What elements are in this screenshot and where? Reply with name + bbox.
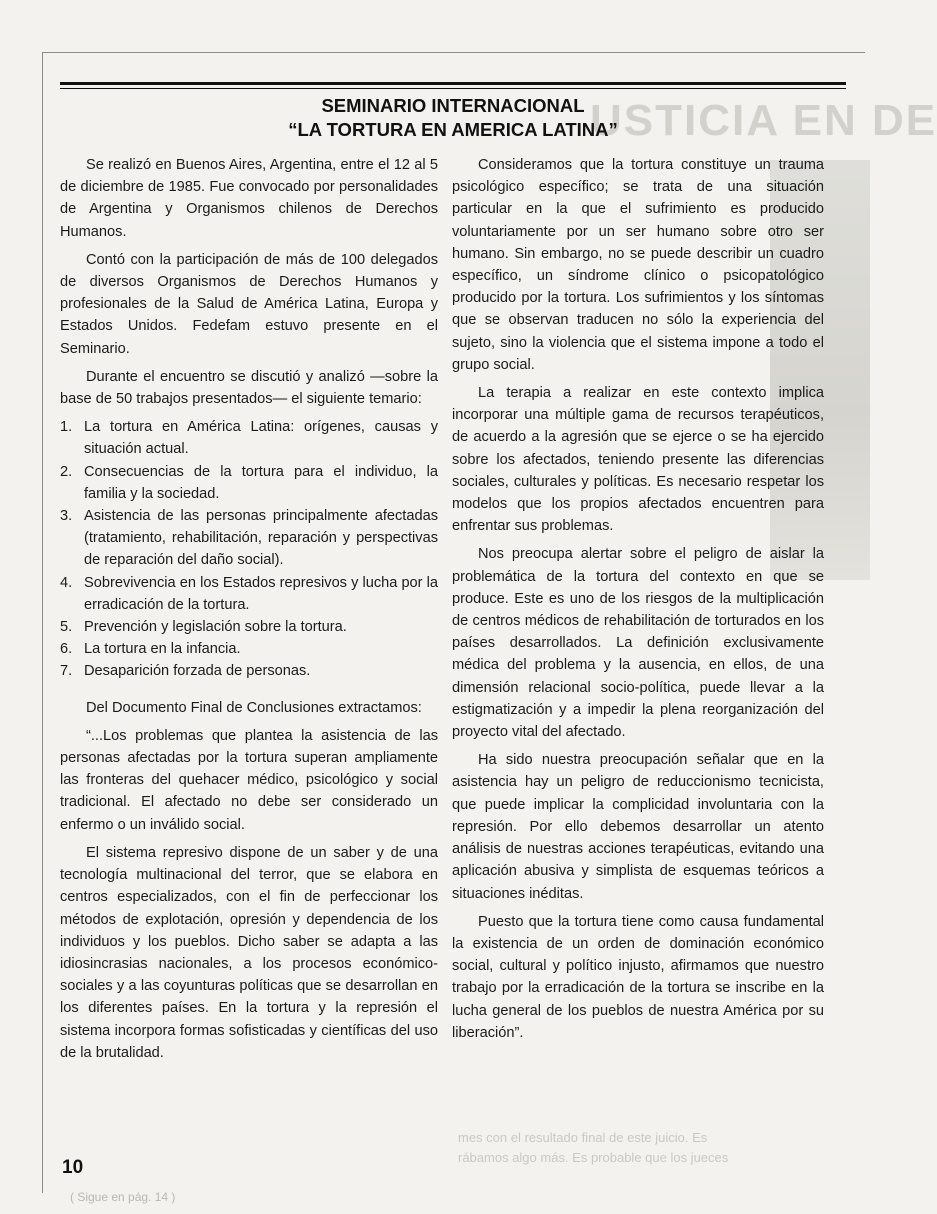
paragraph: “...Los problemas que plantea la asistencia de las personas afectadas por la tortura superan ampliamente las fronteras del quehacer médico, psicológico y social tradicional. El afectado no debe ser considerado un enfermo o un inválido social. bbox=[60, 727, 438, 833]
list-number: 3. bbox=[60, 508, 73, 525]
paragraph: Contó con la participación de más de 100 delegados de diversos Organismos de Derechos Humanos y profesionales de la Salud de América Latina, Europa y Estados Unidos. Fedefam estuvo presente en el Seminario. bbox=[60, 251, 438, 357]
list-number: 6. bbox=[60, 641, 73, 658]
paragraph: La terapia a realizar en este contexto implica incorporar una múltiple gama de recursos terapéuticos, de acuerdo a la agresión que se ejerce o se ha ejercido sobre los afectados, teniendo presente las diferencias sociales, culturales y políticas. Es necesario respetar los modelos que los propios afectados encuentren para enfrentar sus problemas. bbox=[452, 385, 824, 535]
list-text: La tortura en América Latina: orígenes, causas y situación actual. bbox=[84, 419, 438, 458]
bleed-line: rábamos algo más. Es probable que los jueces bbox=[458, 1150, 729, 1165]
list-text: Asistencia de las personas principalmente afectadas (tratamiento, rehabilitación, reparación y perspectivas de reparación del daño social). bbox=[84, 508, 438, 569]
list-item bbox=[60, 505, 438, 572]
left-column bbox=[60, 154, 438, 1070]
temario-list bbox=[60, 416, 438, 682]
paragraph: Ha sido nuestra preocupación señalar que en la asistencia hay un peligro de reduccionismo tecnicista, que puede implicar la complicidad involuntaria con la represión. Por ello debemos desarrollar un atento análisis de nuestras acciones terapéuticas, evitando una aplicación abusiva y simplista de esquemas teóricos a situaciones inéditas. bbox=[452, 752, 824, 902]
list-item bbox=[60, 416, 438, 460]
list-item bbox=[60, 572, 438, 616]
title-line-1: SEMINARIO INTERNACIONAL bbox=[321, 95, 585, 116]
list-number: 1. bbox=[60, 419, 73, 436]
list-item bbox=[60, 638, 438, 660]
top-rule-thick bbox=[60, 82, 846, 85]
list-text: Sobrevivencia en los Estados represivos y lucha por la erradicación de la tortura. bbox=[84, 574, 438, 613]
paragraph: Del Documento Final de Conclusiones extractamos: bbox=[86, 699, 422, 716]
list-text: La tortura en la infancia. bbox=[84, 641, 241, 658]
list-number: 2. bbox=[60, 463, 73, 480]
list-item bbox=[60, 660, 438, 682]
title-line-2: “LA TORTURA EN AMERICA LATINA” bbox=[288, 119, 618, 140]
list-text: Consecuencias de la tortura para el individuo, la familia y la sociedad. bbox=[84, 463, 438, 502]
paragraph: Durante el encuentro se discutió y analizó —sobre la base de 50 trabajos presentados— el siguiente temario: bbox=[60, 368, 438, 408]
list-text: Prevención y legislación sobre la tortura. bbox=[84, 619, 347, 636]
bleed-through-lines bbox=[458, 1128, 838, 1168]
bleed-through-footer: ( Sigue en pág. 14 ) bbox=[70, 1190, 176, 1204]
list-number: 4. bbox=[60, 574, 73, 591]
top-rule-thin bbox=[60, 88, 846, 89]
article-title bbox=[60, 94, 846, 142]
paragraph: Se realizó en Buenos Aires, Argentina, entre el 12 al 5 de diciembre de 1985. Fue convocado por personalidades de Argentina y Organismos chilenos de Derechos Humanos. bbox=[60, 157, 438, 240]
paragraph: Puesto que la tortura tiene como causa fundamental la existencia de un orden de dominación económico social, cultural y político injusto, afirmamos que nuestro trabajo por la erradicación de la tortura se inscribe en la lucha general de los pueblos de nuestra América por su liberación”. bbox=[452, 913, 824, 1041]
list-number: 7. bbox=[60, 663, 73, 680]
list-item bbox=[60, 616, 438, 638]
list-item bbox=[60, 461, 438, 505]
bleed-line: mes con el resultado final de este juicio. Es bbox=[458, 1130, 708, 1145]
paragraph: El sistema represivo dispone de un saber y de una tecnología multinacional del terror, que se elabora en centros especializados, con el fin de perfeccionar los métodos de explotación, opresión y dependencia de los individuos y los pueblos. Dicho saber se adapta a las idiosincrasias nacionales, a los procesos económico-sociales y a las coyunturas políticas que se desarrollan en los diferentes países. En la tortura y la represión el sistema incorpora formas sofisticadas y científicas del uso de la brutalidad. bbox=[60, 844, 438, 1061]
paragraph: Nos preocupa alertar sobre el peligro de aislar la problemática de la tortura del contexto en que se produce. Este es uno de los riesgos de la multiplicación de centros médicos de rehabilitación de torturados en los países desarrollados. La definición exclusivamente médica del problema y la ausencia, en ellos, de una dimensión relacional socio-política, puede llevar a la estigmatización y a impedir la plena reorganización del proyecto vital del afectado. bbox=[452, 546, 824, 741]
paragraph: Consideramos que la tortura constituye un trauma psicológico específico; se trata de una situación particular en la que el sufrimiento es producido voluntariamente por un ser humano sobre otro ser humano. Sin embargo, no se puede describir un cuadro específico, un síndrome clínico o psicopatológico producido por la tortura. Los sufrimientos y los síntomas que se observan traducen no sólo la experiencia del sujeto, sino la violencia que el sistema impone a todo el grupo social. bbox=[452, 157, 824, 373]
list-number: 5. bbox=[60, 619, 73, 636]
right-column bbox=[452, 154, 824, 1050]
bleed-through-header: USTICIA EN DE bbox=[590, 96, 937, 145]
list-text: Desaparición forzada de personas. bbox=[84, 663, 311, 680]
page-number: 10 bbox=[62, 1157, 84, 1178]
